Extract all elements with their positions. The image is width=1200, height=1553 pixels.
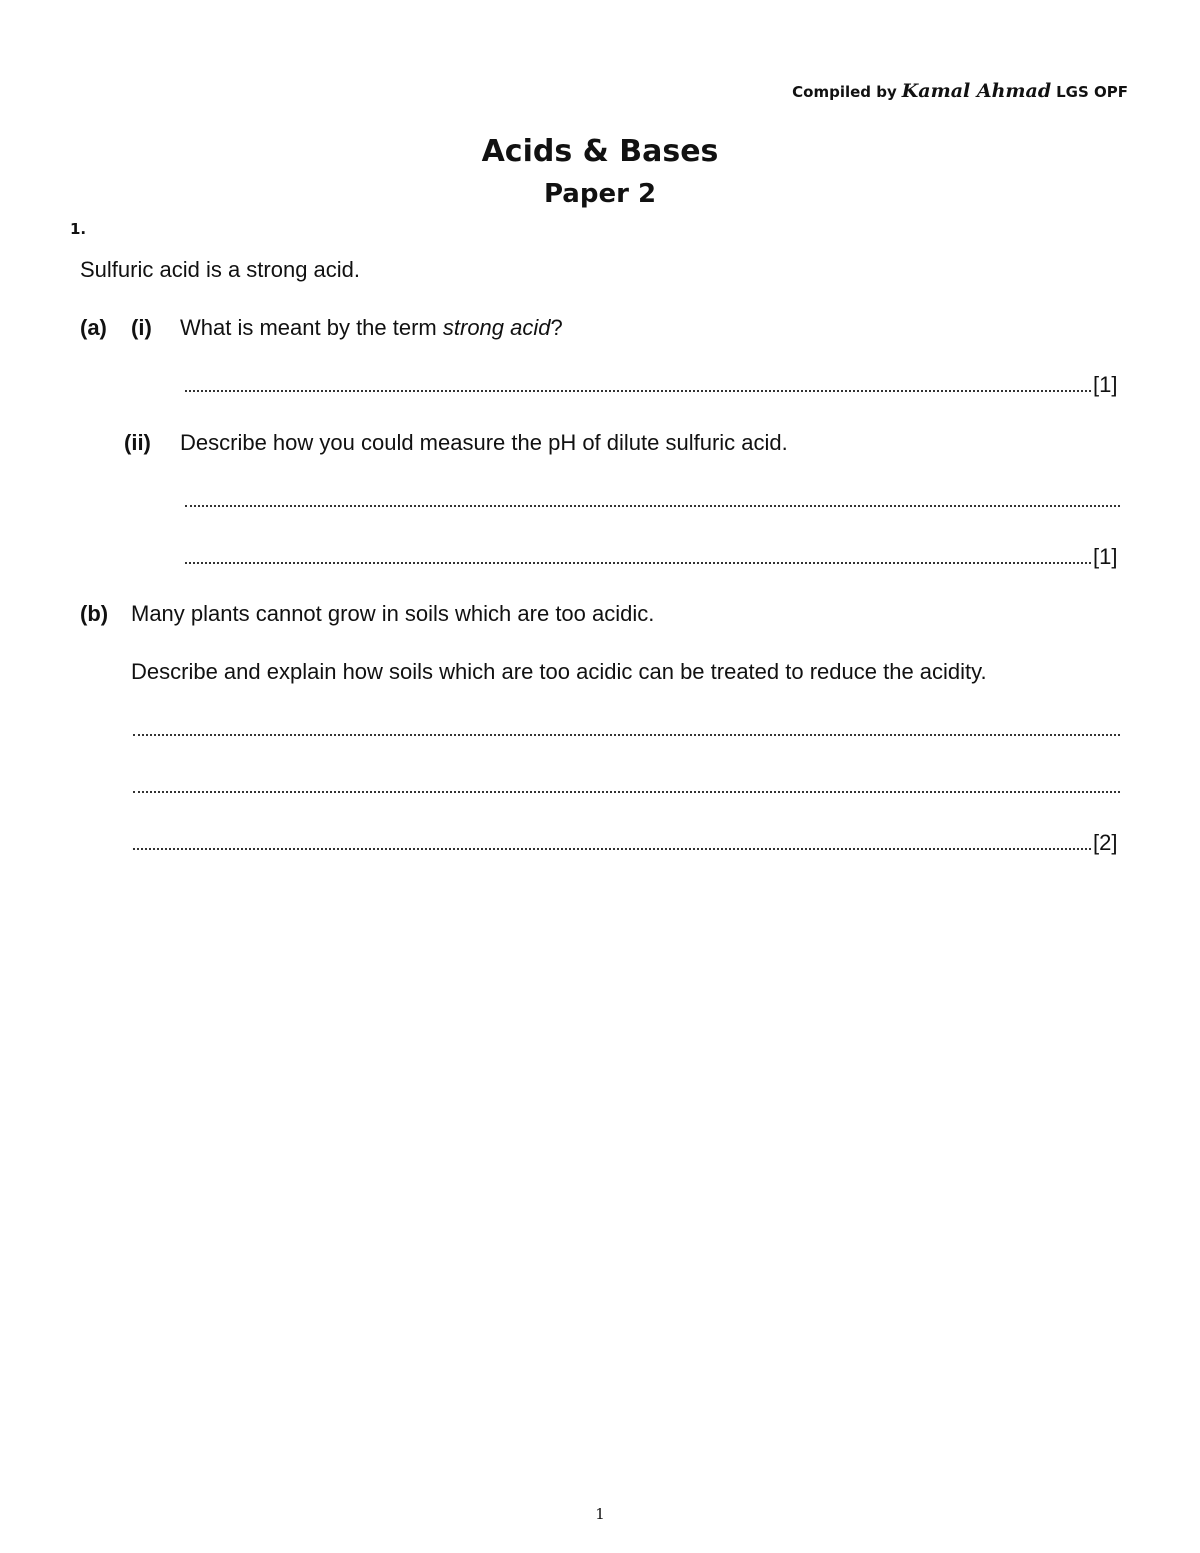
part-a-i-italic-term: strong acid xyxy=(442,315,551,340)
part-a-i-question xyxy=(180,315,563,341)
part-a-label: (a) xyxy=(80,315,107,340)
part-a-ii-question: Describe how you could measure the pH of dilute sulfuric acid. xyxy=(180,430,788,455)
compiled-by-suffix: LGS OPF xyxy=(1056,83,1128,101)
part-a-i-label: (i) xyxy=(131,315,152,340)
answer-line-a-i-1[interactable] xyxy=(185,390,1091,392)
answer-line-b-2[interactable] xyxy=(133,791,1120,793)
part-b-label: (b) xyxy=(80,601,109,626)
part-a-ii-label: (ii) xyxy=(124,430,151,455)
part-b-question: Describe and explain how soils which are too acidic can be treated to reduce the acidity. xyxy=(131,659,987,684)
answer-line-b-1[interactable] xyxy=(133,734,1120,736)
mark-a-i: [1] xyxy=(1093,372,1118,397)
question-stem: Sulfuric acid is a strong acid. xyxy=(80,257,361,282)
page-number: 1 xyxy=(595,1505,605,1523)
compiled-by-header xyxy=(792,80,1128,102)
author-name: Kamal Ahmad xyxy=(901,80,1052,102)
page-title: Acids & Bases xyxy=(481,134,719,169)
part-b-statement: Many plants cannot grow in soils which are too acidic. xyxy=(131,601,655,626)
page-subtitle: Paper 2 xyxy=(543,179,657,209)
answer-line-b-3[interactable] xyxy=(133,848,1091,850)
answer-line-a-ii-1[interactable] xyxy=(185,505,1120,507)
answer-line-a-ii-2[interactable] xyxy=(185,562,1091,564)
mark-a-ii: [1] xyxy=(1093,544,1118,569)
part-a-i-text-after: ? xyxy=(550,315,563,340)
compiled-by-prefix: Compiled by xyxy=(792,83,897,101)
mark-b: [2] xyxy=(1093,830,1118,855)
question-number: 1. xyxy=(70,220,87,238)
part-a-i-text-before: What is meant by the term xyxy=(180,315,443,340)
